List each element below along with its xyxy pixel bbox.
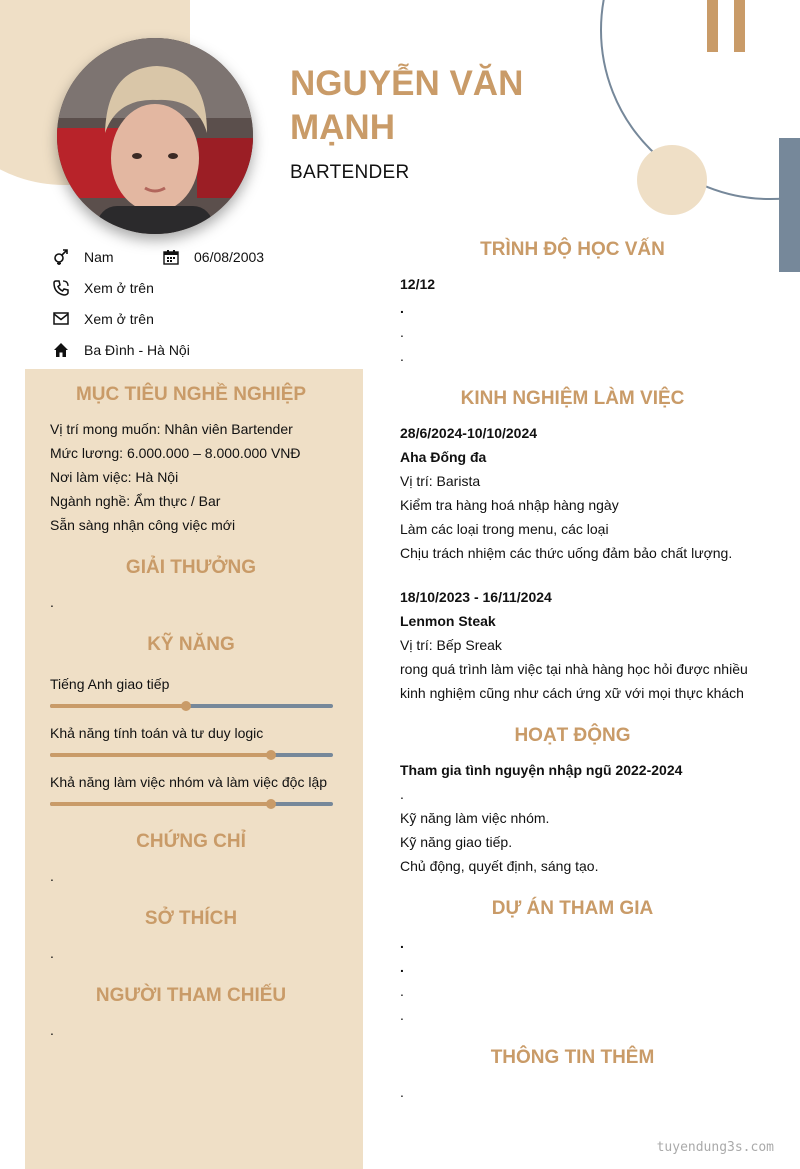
project-line: .: [400, 935, 404, 951]
calendar-icon: [162, 248, 180, 266]
more-info-heading: THÔNG TIN THÊM: [490, 1047, 655, 1068]
decor-bar: [707, 0, 718, 52]
decor-strip: [779, 138, 800, 272]
phone-value: Xem ở trên: [84, 280, 154, 296]
activity-line: Kỹ năng giao tiếp.: [400, 834, 513, 850]
address-row: [52, 341, 190, 359]
email-row: [52, 310, 154, 328]
education-line: .: [400, 324, 404, 340]
job-line: Kiểm tra hàng hoá nhập hàng ngày: [400, 497, 619, 513]
skill-name: Khả năng tính toán và tư duy logic: [50, 725, 264, 741]
job-title: BARTENDER: [290, 162, 410, 183]
education-line: .: [400, 348, 404, 364]
project-line: .: [400, 959, 404, 975]
objective-line: Ngành nghề: Ẩm thực / Bar: [50, 493, 221, 509]
decor-circle: [637, 145, 707, 215]
job-line: Chịu trách nhiệm các thức uống đảm bảo chất lượng.: [400, 545, 733, 561]
job-line: Vị trí: Barista: [400, 473, 481, 489]
awards-text: .: [50, 594, 54, 610]
education-heading: TRÌNH ĐỘ HỌC VẤN: [480, 239, 665, 260]
activities-heading: HOẠT ĐỘNG: [514, 725, 631, 746]
objective-line: Sẵn sàng nhận công việc mới: [50, 517, 236, 533]
gender-value: Nam: [84, 249, 114, 265]
references-text: .: [50, 1022, 54, 1038]
hobbies-heading: SỞ THÍCH: [144, 908, 238, 929]
skill-bar-knob: [266, 799, 276, 809]
mail-icon: [52, 310, 70, 328]
certificates-heading: CHỨNG CHỈ: [136, 831, 246, 852]
activity-line: .: [400, 786, 404, 802]
experience-heading: KINH NGHIỆM LÀM VIỆC: [460, 388, 685, 409]
avatar-photo: [57, 38, 253, 234]
more-info-text: .: [400, 1084, 404, 1100]
education-grade: 12/12: [400, 276, 436, 292]
job-company: Aha Đống đa: [400, 449, 487, 465]
decor-bar: [734, 0, 745, 52]
job-company: Lenmon Steak: [400, 613, 496, 629]
objective-line: Nơi làm việc: Hà Nội: [50, 469, 179, 485]
projects-heading: DỰ ÁN THAM GIA: [491, 898, 654, 919]
watermark: tuyendung3s.com: [656, 1140, 774, 1155]
skill-bar: [50, 802, 333, 806]
skill-bar-knob: [181, 701, 191, 711]
references-heading: NGƯỜI THAM CHIẾU: [95, 985, 287, 1006]
home-icon: [52, 341, 70, 359]
education-line: .: [400, 300, 404, 316]
skill-bar-fill: [50, 704, 186, 708]
project-line: .: [400, 1007, 404, 1023]
skill-bar: [50, 704, 333, 708]
job-line: Vị trí: Bếp Sreak: [400, 637, 502, 653]
skill-name: Khả năng làm việc nhóm và làm việc độc lập: [50, 774, 328, 790]
objective-line: Vị trí mong muốn: Nhân viên Bartender: [50, 421, 293, 437]
skill-bar-fill: [50, 753, 271, 757]
left-panel: [25, 369, 363, 1169]
email-value: Xem ở trên: [84, 311, 154, 327]
activity-line: Chủ động, quyết định, sáng tạo.: [400, 858, 599, 874]
hobbies-text: .: [50, 945, 54, 961]
address-value: Ba Đình - Hà Nội: [84, 342, 190, 358]
skill-bar: [50, 753, 333, 757]
phone-icon: [52, 279, 70, 297]
job-line: kinh nghiệm cũng như cách ứng xữ với mọi thực khách: [400, 685, 744, 701]
awards-heading: GIẢI THƯỞNG: [125, 557, 257, 578]
dob-value: 06/08/2003: [194, 249, 265, 265]
activity-title: Tham gia tình nguyện nhập ngũ 2022-2024: [400, 762, 683, 778]
dob-row: [162, 248, 264, 266]
job-period: 28/6/2024-10/10/2024: [400, 425, 538, 441]
job-period: 18/10/2023 - 16/11/2024: [400, 589, 552, 605]
skill-name: Tiếng Anh giao tiếp: [50, 676, 170, 692]
skill-bar-knob: [266, 750, 276, 760]
job-line: Làm các loại trong menu, các loại: [400, 521, 609, 537]
objective-heading: MỤC TIÊU NGHỀ NGHIỆP: [75, 384, 307, 405]
phone-row: [52, 279, 154, 297]
avatar: [57, 38, 253, 234]
certificates-text: .: [50, 868, 54, 884]
skills-heading: KỸ NĂNG: [147, 634, 235, 655]
project-line: .: [400, 983, 404, 999]
gender-row: [52, 248, 114, 266]
job-line: rong quá trình làm việc tại nhà hàng học hỏi được nhiều: [400, 661, 748, 677]
gender-icon: [52, 248, 70, 266]
activity-line: Kỹ năng làm việc nhóm.: [400, 810, 550, 826]
skill-bar-fill: [50, 802, 271, 806]
objective-line: Mức lương: 6.000.000 – 8.000.000 VNĐ: [50, 445, 301, 461]
candidate-name: NGUYỄN VĂN MẠNH: [290, 64, 524, 147]
